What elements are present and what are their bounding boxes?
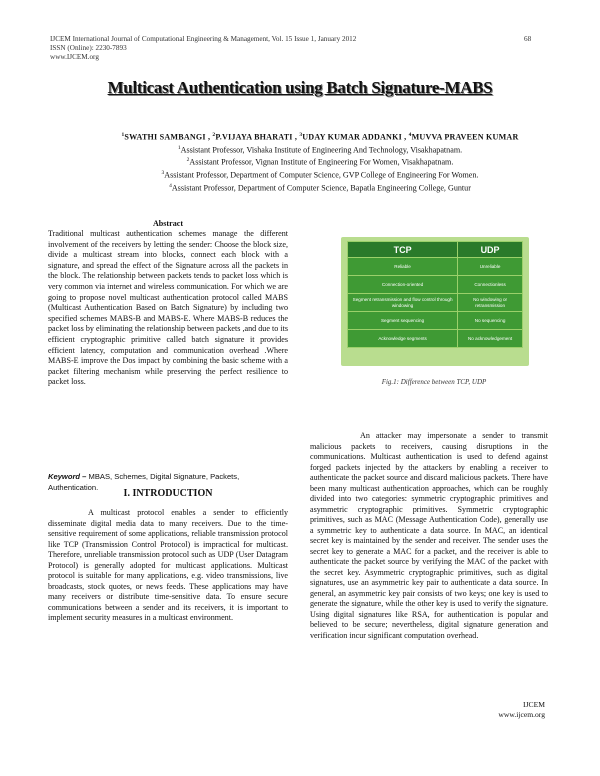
footer-website: www.ijcem.org [498,710,545,719]
author-4-sup: 4 [408,132,412,138]
author-2-sup: 2 [212,132,216,138]
header-journal-line: IJCEM International Journal of Computational Engineering & Management, Vol. 15 Issue 1, January 2012 [50,35,357,43]
affiliation-2-text: Assistant Professor, Vignan Institute of Engineering For Women, Visakhapatnam. [189,158,454,168]
author-names [40,130,600,143]
affiliation-1 [40,143,600,156]
abstract-heading: Abstract [152,219,184,228]
table-cell: Segment retransmission and flow control through windowing [348,294,458,312]
tcp-udp-figure [341,237,529,366]
author-2-name: P.VIJAYA BHARATI , [215,132,300,142]
table-cell: No sequencing [458,312,523,330]
affiliation-3-sup: 3 [161,170,165,177]
table-header-udp: UDP [458,242,523,258]
table-cell: Unreliable [458,258,523,276]
abstract-body: Traditional multicast authentication schemes manage the different involvement of the receivers by letting the sender: Choose the block size, divide a multicast stream into blocks, connect each block with a signature, and spread the effect of the Signature across all the packets in the block. The relationship between packets tends to packet loss which is very common via internet and wireless communication. For which we are going to propose novel multicast authentication protocol called MABS (Multicast Authentication Based on Batch Signature) by including two specified schemes MABS-B and MABS-E. Where MABS-B reduces the packet loss by eliminating the relationship between packets ,and due to its efficient cryptographic primitive called batch signature it provides efficient latency, computation and communication overhead .Where MABS-E improve the Dos impact by combining the basic scheme with a packet filtering mechanism while preserving the perfect resilience to packet loss. [48,229,288,387]
table-row [348,312,523,330]
table-row [348,276,523,294]
affiliation-4-text: Assistant Professor, Department of Computer Science, Bapatla Engineering College, Guntur [171,183,471,193]
table-cell: Acknowledge segments [348,330,458,348]
page-footer [475,700,545,720]
author-3-name: UDAY KUMAR ADDANKI , [302,132,409,142]
table-cell: Reliable [348,258,458,276]
author-block [40,130,600,193]
section-heading-introduction: I. INTRODUCTION [123,488,213,499]
introduction-body: A multicast protocol enables a sender to efficiently disseminate digital media data to many receivers. Due to the time-sensitive requirement of some applications, reliable transmission protocol like TCP (Transmission Control Protocol) is impractical for multicast. Therefore, unreliable transmission protocol such as UDP (User Datagram Protocol) is generally adopted for multicast applications. Multicast protocol is suitable for many applications, e.g. video transmissions, live broadcasts, stock quotes, or news feeds. These applications may have many receivers or distribute time-sensitive data. To ensure secure communications between a sender and its receivers, it is important to implement security measures in a multicast environment. [48,508,288,622]
affiliation-2-sup: 2 [186,157,190,164]
header-website-line: www.IJCEM.org [50,53,99,62]
right-column-body: An attacker may impersonate a sender to transmit malicious packets to receivers, causing disruptions in the communications. Multicast authentication is used to defend against forged packets injected by the attackers by enabling a receiver to authenticate the packet source and discard malicious packets. There have been many multicast authentication approaches, which can be roughly divided into two categories: symmetric cryptographic primitives and asymmetric cryptographic primitives. Symmetric cryptographic primitives, such as MAC (Message Authentication Code), generally use a symmetric key to authenticate a data source. In MAC, an identical secret key is maintained by the sender and receiver. The sender uses the secret key to generate a MAC for a packet, and the receiver is able to authenticate the packet source by verifying the MAC of the packet with the secret key. Asymmetric cryptographic primitives, such as digital signatures, use an asymmetric key pair to authenticate a data source. In general, an asymmetric key pair consists of two keys; one key is used to generate the signature, while the other key is used to verify the signature. Using digital signatures like RSA, for authentication is popular and believed to be secure; nevertheless, digital signature generation and verification incur significant computation overhead. [310,431,548,640]
keywords-label: Keyword – [48,472,87,481]
affiliation-1-text: Assistant Professor, Vishaka Institute of Engineering And Technology, Visakhapatnam. [180,145,463,155]
table-cell: Segment sequencing [348,312,458,330]
table-cell: No acknowledgement [458,330,523,348]
author-1-name: SWATHI SAMBANGI , [124,132,213,142]
author-1-sup: 1 [121,132,125,138]
author-4-name: MUVVA PRAVEEN KUMAR [411,132,519,142]
affiliation-4-sup: 4 [169,182,172,189]
table-cell: No windowing or retransmission [458,294,523,312]
tcp-udp-table [347,241,523,348]
table-row [348,258,523,276]
affiliation-1-sup: 1 [177,144,181,151]
figure-caption: Fig.1: Difference between TCP, UDP [381,378,487,386]
header-issn-line: ISSN (Online): 2230-7893 [50,44,127,53]
footer-journal: IJCEM [523,700,545,709]
affiliation-2 [40,155,600,168]
table-header-tcp: TCP [348,242,458,258]
table-row [348,330,523,348]
table-cell: Connection-oriented [348,276,458,294]
journal-header [50,35,356,63]
keywords-text: MBAS, Schemes, Digital Signature, Packets, Authentication. [48,472,240,492]
paper-title: Multicast Authentication using Batch Signature-MABS [107,78,493,97]
table-header-row [348,242,523,258]
table-cell: Connectionless [458,276,523,294]
affiliation-3 [40,168,600,181]
affiliation-3-text: Assistant Professor, Department of Computer Science, GVP College of Engineering For Women. [164,170,479,180]
author-3-sup: 3 [299,132,303,138]
page-number: 68 [524,35,532,43]
affiliation-4 [40,181,600,194]
table-row [348,294,523,312]
